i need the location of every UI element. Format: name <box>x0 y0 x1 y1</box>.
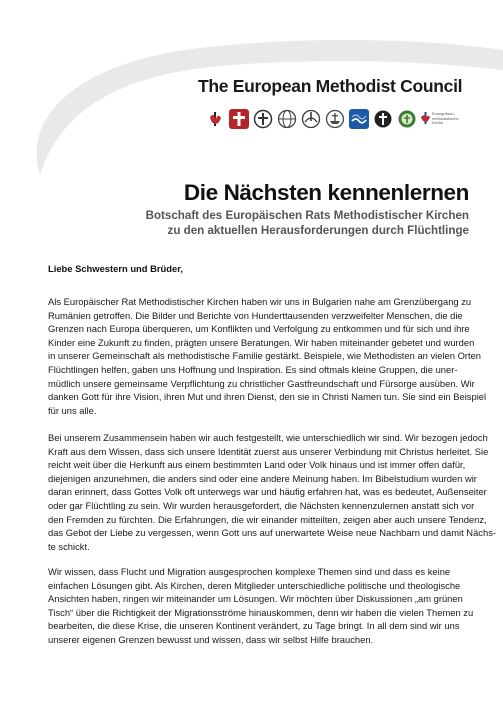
paragraph-line: in unserer Gemeinschaft als methodistische Familie gestärkt. Beispiele, wie Methodisten an vielen Orten <box>48 350 482 362</box>
cross-circle-logo <box>253 109 273 129</box>
subtitle-line: Botschaft des Europäischen Rats Methodistischer Kirchen <box>145 209 469 222</box>
paragraph-line: das Gebot der Liebe zu vergessen, wenn Gott uns auf unerwartete Weise neue Nachbarn und damit Nächs- <box>48 527 497 539</box>
blue-wave-logo <box>349 109 369 129</box>
paragraph-line: Wir wissen, dass Flucht und Migration ausgesprochen komplexe Themen sind und dass es keine <box>48 566 451 577</box>
paragraph-line: Bei unserem Zusammensein haben wir auch festgestellt, wie unterschiedlich wir sind. Wir bezogen jedoch <box>48 432 488 443</box>
salutation: Liebe Schwestern und Brüder, <box>48 263 183 274</box>
globe-logo <box>277 109 297 129</box>
paragraph-line: den Fremden zu fürchten. Die Erfahrungen, die wir einander mitteilten, zeigen aber auch unsere Tendenz, <box>48 513 487 525</box>
document-subtitle <box>146 209 469 238</box>
paragraph-line: Rumänien getroffen. Die Bilder und Berichte von Hunderttausenden verzweifelter Menschen, die die <box>48 309 463 321</box>
dark-cross-logo <box>373 109 393 129</box>
decorative-swoosh <box>0 0 503 200</box>
body-paragraph-1 <box>48 295 487 417</box>
green-seal-logo <box>397 109 417 129</box>
subtitle-line: zu den aktuellen Herausforderungen durch Flüchtlinge <box>167 223 469 237</box>
body-paragraph-3 <box>48 565 478 647</box>
paragraph-line: für uns alle. <box>48 404 97 416</box>
paragraph-line: daran erinnert, dass Gottes Volk oft unterwegs war und häufig erfahren hat, was es bedeutet, Außenseiter <box>48 486 487 498</box>
cross-globe-logo <box>301 109 321 129</box>
organization-title: The European Methodist Council <box>198 76 463 96</box>
paragraph-line: diejenigen anzunehmen, die anders sind oder eine andere Meinung haben. Im Bibelstudium wurden wir <box>48 472 477 484</box>
paragraph-line: bearbeiten, die diese Krise, die unseren Kontinent verändert, zu Tage bringt. In all dem sind wir uns <box>48 620 460 632</box>
paragraph-line: Kraft aus dem Wissen, dass sich unsere Identität zuerst aus unserer Verbindung mit Christus herleitet. Sie <box>48 445 489 457</box>
paragraph-line: unserer eigenen Grenzen bewusst und wissen, dass wir selbst Hilfe brauchen. <box>48 633 374 645</box>
emk-logo-text: Evangelisch- methodistische Kirche <box>432 111 459 125</box>
cross-flame-logo <box>205 109 225 129</box>
evangelisch-methodistische-kirche-logo <box>421 109 461 132</box>
paragraph-line: Als Europäischer Rat Methodistischer Kirchen haben wir uns in Bulgarien nahe am Grenzübergang zu <box>48 296 472 307</box>
ship-cross-logo <box>325 109 345 129</box>
paragraph-line: te schickt. <box>48 540 90 552</box>
paragraph-line: Grenzen nach Europa überqueren, um Konflikten und Verfolgung zu entkommen und für sich und ihre <box>48 323 470 335</box>
body-paragraph-2 <box>48 431 497 553</box>
paragraph-line: reicht weit über die Herkunft aus einem bestimmten Land oder Volk hinaus und ist immer offen dafür, <box>48 459 466 471</box>
document-title: Die Nächsten kennenlernen <box>183 180 469 205</box>
white-cross-red-logo <box>229 109 249 129</box>
paragraph-line: oder gar Flüchtling zu sein. Wir wurden herausgefordert, die Nächsten kennenzulernen anstatt sich vor <box>48 499 475 511</box>
member-logos <box>205 109 461 132</box>
paragraph-line: müdlich unsere gemeinsame Verpflichtung zu christlicher Gastfreundschaft und Fürsorge ausüben. Wir <box>48 377 475 389</box>
paragraph-line: Kinder eine Zukunft zu finden, prägten unsere Beratungen. Wir haben miteinander gebetet und wurden <box>48 336 475 348</box>
paragraph-line: einfachen Lösungen gibt. Als Kirchen, deren Mitglieder unterschiedliche politische und theologische <box>48 579 461 591</box>
paragraph-line: Flüchtlingen helfen, gaben uns Hoffnung und Inspiration. Es sind oftmals kleine Gruppen, die uner- <box>48 363 458 375</box>
paragraph-line: Ansichten haben, ringen wir miteinander um Lösungen. Wir möchten über Diskussionen „am grünen <box>48 593 463 605</box>
paragraph-line: Tisch“ über die Richtigkeit der Migrationsströme hinauskommen, denn wir haben die vielen Themen zu <box>48 606 474 618</box>
paragraph-line: danken Gott für ihre Vision, ihren Mut und ihren Dienst, den sie in Christi Namen tun. Sie sind ein Beispiel <box>48 391 487 403</box>
